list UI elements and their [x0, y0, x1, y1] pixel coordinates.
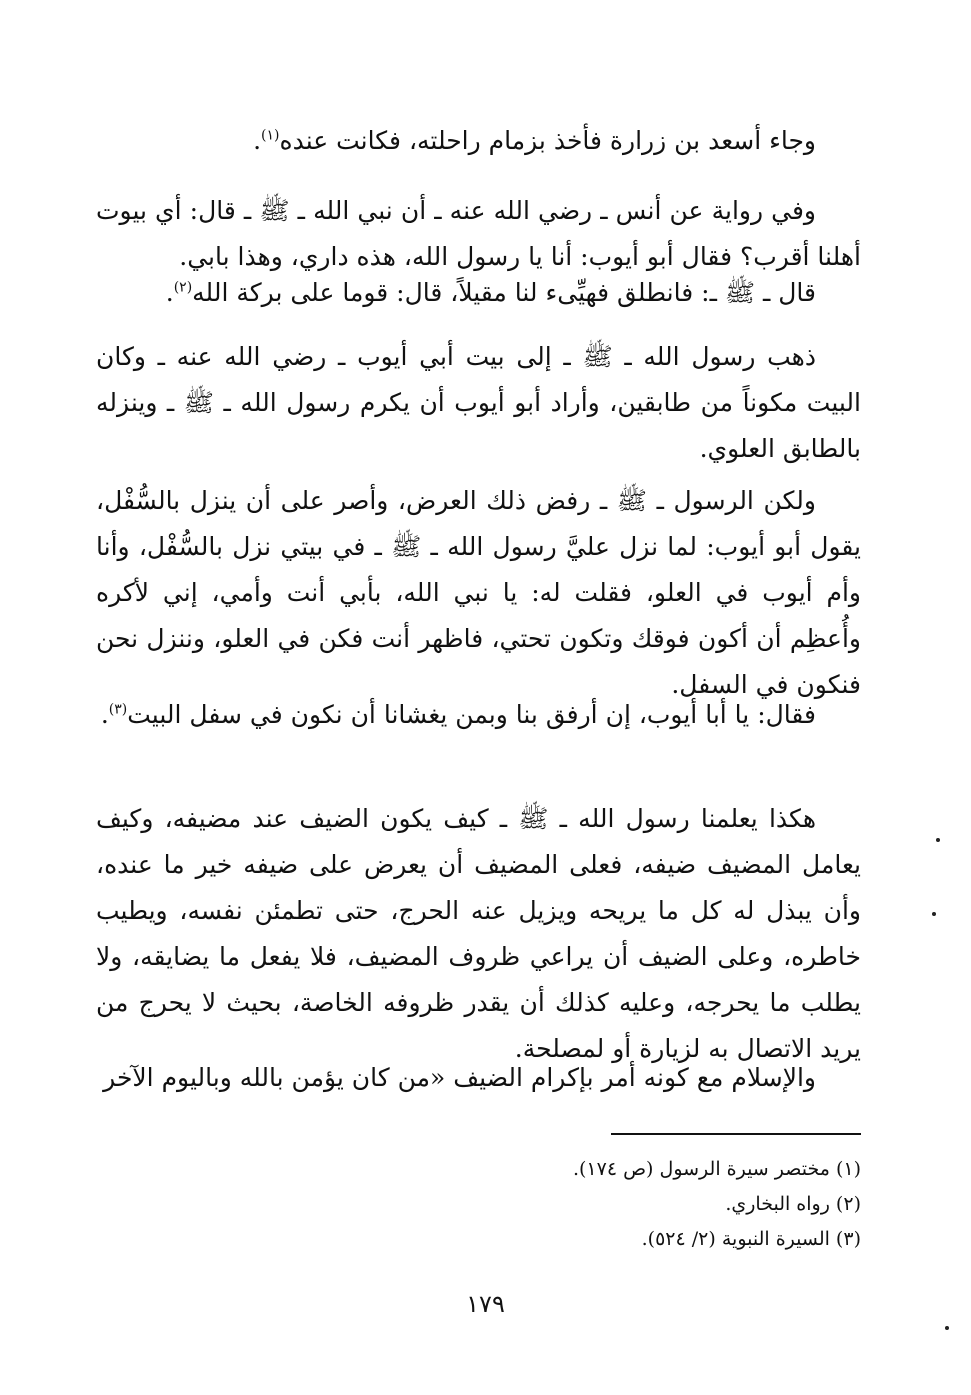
- paragraph-7: [96, 796, 861, 1072]
- paragraph-1: [96, 118, 861, 164]
- paragraph-6-text: فقال: يا أبا أيوب، إن أرفق بنا وبمن يغشانا أن نكون في سفل البيت: [127, 700, 816, 729]
- paragraph-4: [96, 334, 861, 472]
- scan-speck: [932, 912, 936, 916]
- paragraph-8-text: والإسلام مع كونه أمر بإكرام الضيف «من كان يؤمن بالله وباليوم الآخر: [103, 1063, 816, 1092]
- scan-speck: [945, 1326, 949, 1330]
- paragraph-5-text: ولكن الرسول ـ ﷺ ـ رفض ذلك العرض، وأصر على أن ينزل بالسُّفْل، يقول أبو أيوب: لما نزل عليَّ رسول الله ـ ﷺ ـ في بيتي نزل بالسُّفْل، وأنا وأم أيوب في العلو، فقلت له: يا نبي الله، بأبي أنت وأمي، إني لأكره وأُعظِم أن أكون فوقك وتكون تحتي، فاظهر أنت فكن في العلو، وننزل نحن فنكون في السفل.: [96, 486, 861, 699]
- paragraph-3-text: قال ـ ﷺ ـ: فانطلق فهيِّىء لنا مقيلاً، قال: قوما على بركة الله: [192, 278, 816, 307]
- paragraph-5: [96, 478, 861, 708]
- footnote-ref-2: (٢): [173, 279, 193, 296]
- paragraph-8: [96, 1055, 861, 1101]
- paragraph-3: [96, 270, 861, 316]
- paragraph-1-end: .: [253, 126, 262, 155]
- footnote-divider: [611, 1133, 861, 1135]
- footnotes: [96, 1152, 861, 1257]
- paragraph-6: [96, 692, 861, 738]
- page-number: ١٧٩: [466, 1290, 505, 1318]
- paragraph-6-end: .: [100, 700, 109, 729]
- scan-speck: [936, 838, 940, 842]
- footnote-1: (١) مختصر سيرة الرسول (ص ١٧٤).: [572, 1158, 861, 1180]
- footnote-2: (٢) رواه البخاري.: [725, 1193, 861, 1215]
- paragraph-2: [96, 188, 861, 280]
- paragraph-2-text: وفي رواية عن أنس ـ رضي الله عنه ـ أن نبي الله ـ ﷺ ـ قال: أي بيوت أهلنا أقرب؟ فقال أبو أيوب: أنا يا رسول الله، هذه داري، وهذا بابي.: [96, 196, 861, 271]
- paragraph-1-text: وجاء أسعد بن زرارة فأخذ بزمام راحلته، فكانت عنده: [279, 126, 816, 155]
- footnote-ref-3: (٣): [108, 701, 128, 718]
- paragraph-7-text: هكذا يعلمنا رسول الله ـ ﷺ ـ كيف يكون الضيف عند مضيفه، وكيف يعامل المضيف ضيفه، فعلى المضيف أن يعرض على ضيفه خير ما عنده، وأن يبذل له كل ما يريحه ويزيل عنه الحرج، حتى تطمئن نفسه، ويطيب خاطره، وعلى الضيف أن يراعي ظروف المضيف، فلا يفعل ما يضايقه، ولا يطلب ما يحرجه، وعليه كذلك أن يقدر ظروفه الخاصة، بحيث لا يحرج من يريد الاتصال به لزيارة أو لمصلحة.: [96, 804, 861, 1063]
- paragraph-4-text: ذهب رسول الله ـ ﷺ ـ إلى بيت أبي أيوب ـ رضي الله عنه ـ وكان البيت مكوناً من طابقين، وأراد أبو أيوب أن يكرم رسول الله ـ ﷺ ـ وينزله بالطابق العلوي.: [96, 342, 861, 463]
- footnote-ref-1: (١): [261, 127, 280, 144]
- footnote-3: (٣) السيرة النبوية (٢/ ٥٢٤).: [641, 1228, 861, 1250]
- paragraph-3-end: .: [165, 278, 174, 307]
